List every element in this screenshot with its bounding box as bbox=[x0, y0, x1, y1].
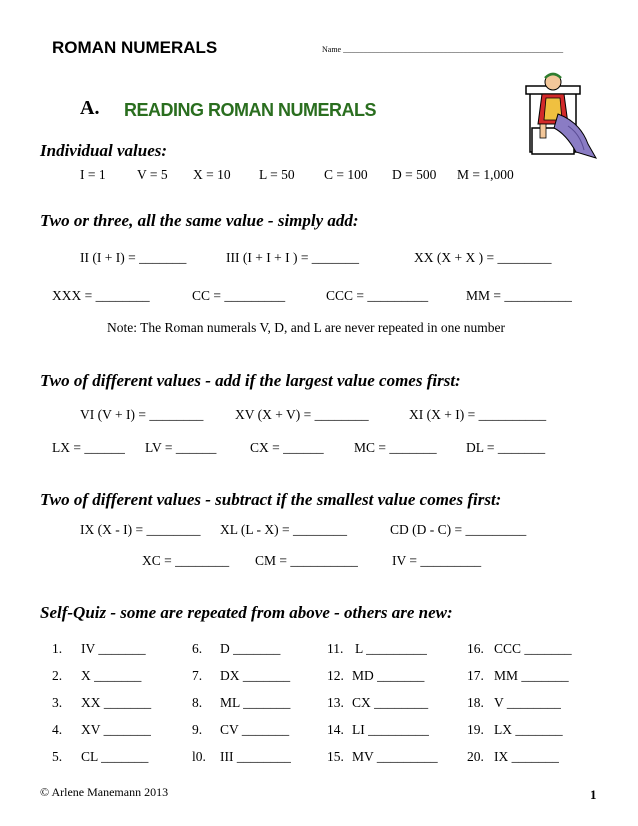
problem-cd: CD (D - C) = _________ bbox=[390, 522, 527, 537]
problem-vi: VI (V + I) = ________ bbox=[80, 407, 204, 422]
quiz-number: 5. bbox=[52, 749, 63, 764]
problem-ccc: CCC = _________ bbox=[326, 288, 429, 303]
note-text: Note: The Roman numerals V, D, and L are never repeated in one number bbox=[107, 320, 505, 335]
quiz-item: V ________ bbox=[494, 695, 561, 710]
roman-emperor-illustration bbox=[518, 68, 602, 160]
quiz-item: X _______ bbox=[81, 668, 142, 683]
quiz-item: CX ________ bbox=[352, 695, 429, 710]
quiz-number: 3. bbox=[52, 695, 63, 710]
quiz-number: 18. bbox=[467, 695, 484, 710]
quiz-item: MM _______ bbox=[494, 668, 569, 683]
page-title: ROMAN NUMERALS bbox=[52, 38, 218, 57]
problem-mc: MC = _______ bbox=[354, 440, 437, 455]
quiz-item: ML _______ bbox=[220, 695, 291, 710]
problem-iv: IV = _________ bbox=[392, 553, 482, 568]
problem-cc: CC = _________ bbox=[192, 288, 286, 303]
quiz-number: 20. bbox=[467, 749, 484, 764]
subtract-heading: Two of different values - subtract if the smallest value comes first: bbox=[40, 490, 502, 509]
quiz-number: l0. bbox=[192, 749, 206, 764]
problem-xi: XI (X + I) = __________ bbox=[409, 407, 547, 422]
copyright: © Arlene Manemann 2013 bbox=[40, 785, 169, 799]
self-quiz-heading: Self-Quiz - some are repeated from above - others are new: bbox=[40, 603, 453, 622]
add-heading: Two of different values - add if the largest value comes first: bbox=[40, 371, 461, 390]
same-value-heading: Two or three, all the same value - simply add: bbox=[40, 211, 359, 230]
problem-cx: CX = ______ bbox=[250, 440, 324, 455]
problem-xx: XX (X + X ) = ________ bbox=[414, 250, 552, 265]
problem-xl: XL (L - X) = ________ bbox=[220, 522, 347, 537]
value-m: M = 1,000 bbox=[457, 167, 514, 182]
quiz-item: IX _______ bbox=[494, 749, 559, 764]
quiz-item: XV _______ bbox=[81, 722, 151, 737]
quiz-item: MV _________ bbox=[352, 749, 438, 764]
quiz-item: MD _______ bbox=[352, 668, 425, 683]
quiz-number: 16. bbox=[467, 641, 484, 656]
problem-ix: IX (X - I) = ________ bbox=[80, 522, 201, 537]
quiz-number: 9. bbox=[192, 722, 203, 737]
quiz-number: 4. bbox=[52, 722, 63, 737]
quiz-item: IV _______ bbox=[81, 641, 146, 656]
quiz-item: D _______ bbox=[220, 641, 281, 656]
quiz-item: L _________ bbox=[355, 641, 427, 656]
quiz-item: LX _______ bbox=[494, 722, 563, 737]
page-number: 1 bbox=[590, 787, 597, 802]
quiz-item: XX _______ bbox=[81, 695, 152, 710]
quiz-number: 8. bbox=[192, 695, 203, 710]
problem-cm: CM = __________ bbox=[255, 553, 358, 568]
quiz-item: CL _______ bbox=[81, 749, 149, 764]
problem-xc: XC = ________ bbox=[142, 553, 230, 568]
quiz-number: 14. bbox=[327, 722, 344, 737]
quiz-number: 7. bbox=[192, 668, 203, 683]
quiz-number: 11. bbox=[327, 641, 344, 656]
problem-dl: DL = _______ bbox=[466, 440, 546, 455]
quiz-number: 2. bbox=[52, 668, 63, 683]
quiz-number: 13. bbox=[327, 695, 344, 710]
quiz-number: 1. bbox=[52, 641, 63, 656]
section-title: READING ROMAN NUMERALS bbox=[124, 100, 376, 120]
problem-lx: LX = ______ bbox=[52, 440, 125, 455]
problem-lv: LV = ______ bbox=[145, 440, 217, 455]
problem-mm: MM = __________ bbox=[466, 288, 572, 303]
quiz-item: LI _________ bbox=[352, 722, 429, 737]
quiz-item: III ________ bbox=[220, 749, 291, 764]
value-i: I = 1 bbox=[80, 167, 106, 182]
name-field-label: Name _______________________________________________________ bbox=[322, 45, 564, 54]
quiz-number: 12. bbox=[327, 668, 344, 683]
quiz-number: 15. bbox=[327, 749, 344, 764]
problem-ii: II (I + I) = _______ bbox=[80, 250, 187, 265]
value-d: D = 500 bbox=[392, 167, 437, 182]
value-v: V = 5 bbox=[137, 167, 168, 182]
value-l: L = 50 bbox=[259, 167, 295, 182]
quiz-number: 17. bbox=[467, 668, 484, 683]
problem-iii: III (I + I + I ) = _______ bbox=[226, 250, 360, 265]
quiz-item: DX _______ bbox=[220, 668, 291, 683]
quiz-item: CV _______ bbox=[220, 722, 290, 737]
individual-values-heading: Individual values: bbox=[40, 141, 168, 160]
problem-xxx: XXX = ________ bbox=[52, 288, 150, 303]
value-c: C = 100 bbox=[324, 167, 368, 182]
value-x: X = 10 bbox=[193, 167, 231, 182]
quiz-number: 6. bbox=[192, 641, 203, 656]
quiz-number: 19. bbox=[467, 722, 484, 737]
problem-xv: XV (X + V) = ________ bbox=[235, 407, 369, 422]
quiz-item: CCC _______ bbox=[494, 641, 572, 656]
section-letter: A. bbox=[80, 97, 100, 119]
